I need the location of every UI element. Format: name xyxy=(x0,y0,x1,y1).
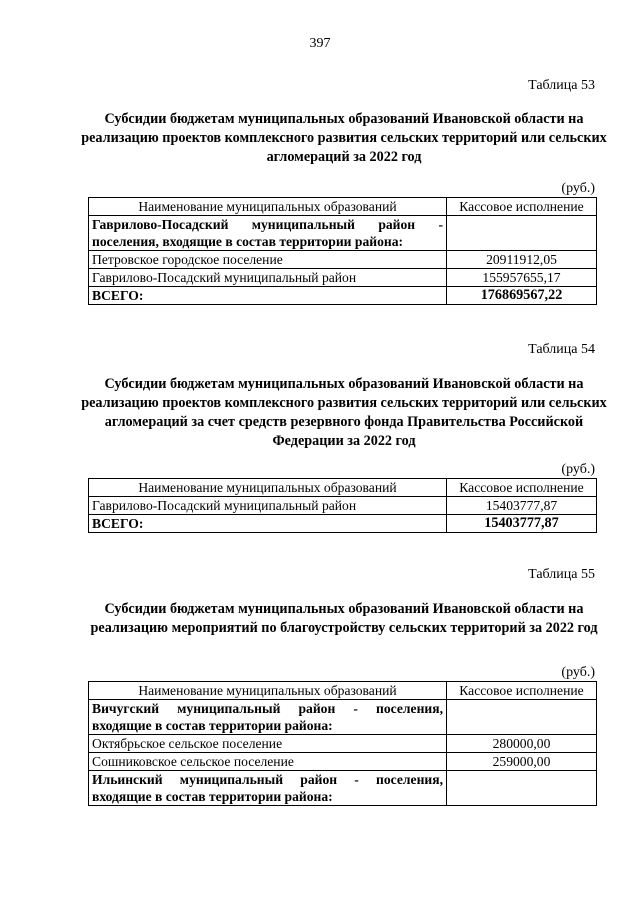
group-name-cell: Вичугский муниципальный район - поселения, входящие в состав территории района: xyxy=(89,700,447,735)
table-row xyxy=(89,497,597,515)
currency-unit: (руб.) xyxy=(561,181,595,196)
data-table xyxy=(88,478,597,533)
column-header-name: Наименование муниципальных образований xyxy=(89,198,447,216)
column-header-value: Кассовое исполнение xyxy=(447,198,597,216)
total-value-cell: 15403777,87 xyxy=(447,515,597,533)
table-caption: Таблица 53 xyxy=(528,78,595,93)
value-cell: 15403777,87 xyxy=(447,497,597,515)
total-value-cell: 176869567,22 xyxy=(447,287,597,305)
table-header-row xyxy=(89,682,597,700)
table-row xyxy=(89,771,597,806)
total-row xyxy=(89,515,597,533)
currency-unit: (руб.) xyxy=(561,665,595,680)
value-cell: 280000,00 xyxy=(447,735,597,753)
table-caption: Таблица 54 xyxy=(528,342,595,357)
table-row xyxy=(89,735,597,753)
data-table xyxy=(88,681,597,806)
value-cell: 20911912,05 xyxy=(447,251,597,269)
total-label-cell: ВСЕГО: xyxy=(89,515,447,533)
table-header-row xyxy=(89,198,597,216)
name-cell: Октябрьское сельское поселение xyxy=(89,735,447,753)
table-title: Субсидии бюджетам муниципальных образований Ивановской области на реализацию мероприятий по благоустройству сельских территорий за 2022 год xyxy=(90,601,598,636)
value-cell: 259000,00 xyxy=(447,753,597,771)
table-row xyxy=(89,269,597,287)
table-row xyxy=(89,753,597,771)
column-header-name: Наименование муниципальных образований xyxy=(89,682,447,700)
column-header-value: Кассовое исполнение xyxy=(447,479,597,497)
name-cell: Сошниковское сельское поселение xyxy=(89,753,447,771)
value-cell xyxy=(447,771,597,806)
column-header-value: Кассовое исполнение xyxy=(447,682,597,700)
name-cell: Гаврилово-Посадский муниципальный район xyxy=(89,269,447,287)
total-label-cell: ВСЕГО: xyxy=(89,287,447,305)
column-header-name: Наименование муниципальных образований xyxy=(89,479,447,497)
table-row xyxy=(89,251,597,269)
value-cell xyxy=(447,700,597,735)
table-caption: Таблица 55 xyxy=(528,567,595,582)
name-cell: Петровское городское поселение xyxy=(89,251,447,269)
page-number: 397 xyxy=(309,36,331,51)
table-title: Субсидии бюджетам муниципальных образований Ивановской области на реализацию проектов комплексного развития сельских территорий или сельских агломераций за 2022 год xyxy=(81,111,607,165)
total-row xyxy=(89,287,597,305)
table-header-row xyxy=(89,479,597,497)
currency-unit: (руб.) xyxy=(561,462,595,477)
table-row xyxy=(89,700,597,735)
group-name-cell: Ильинский муниципальный район - поселения, входящие в состав территории района: xyxy=(89,771,447,806)
data-table xyxy=(88,197,597,305)
value-cell: 155957655,17 xyxy=(447,269,597,287)
value-cell xyxy=(447,216,597,251)
table-title: Субсидии бюджетам муниципальных образований Ивановской области на реализацию проектов комплексного развития сельских территорий или сельских агломераций за счет средств резервного фонда Правительства Российской Федерации за 2022 год xyxy=(81,376,607,449)
name-cell: Гаврилово-Посадский муниципальный район xyxy=(89,497,447,515)
group-name-cell: Гаврилово-Посадский муниципальный район - поселения, входящие в состав территории района: xyxy=(89,216,447,251)
table-row xyxy=(89,216,597,251)
